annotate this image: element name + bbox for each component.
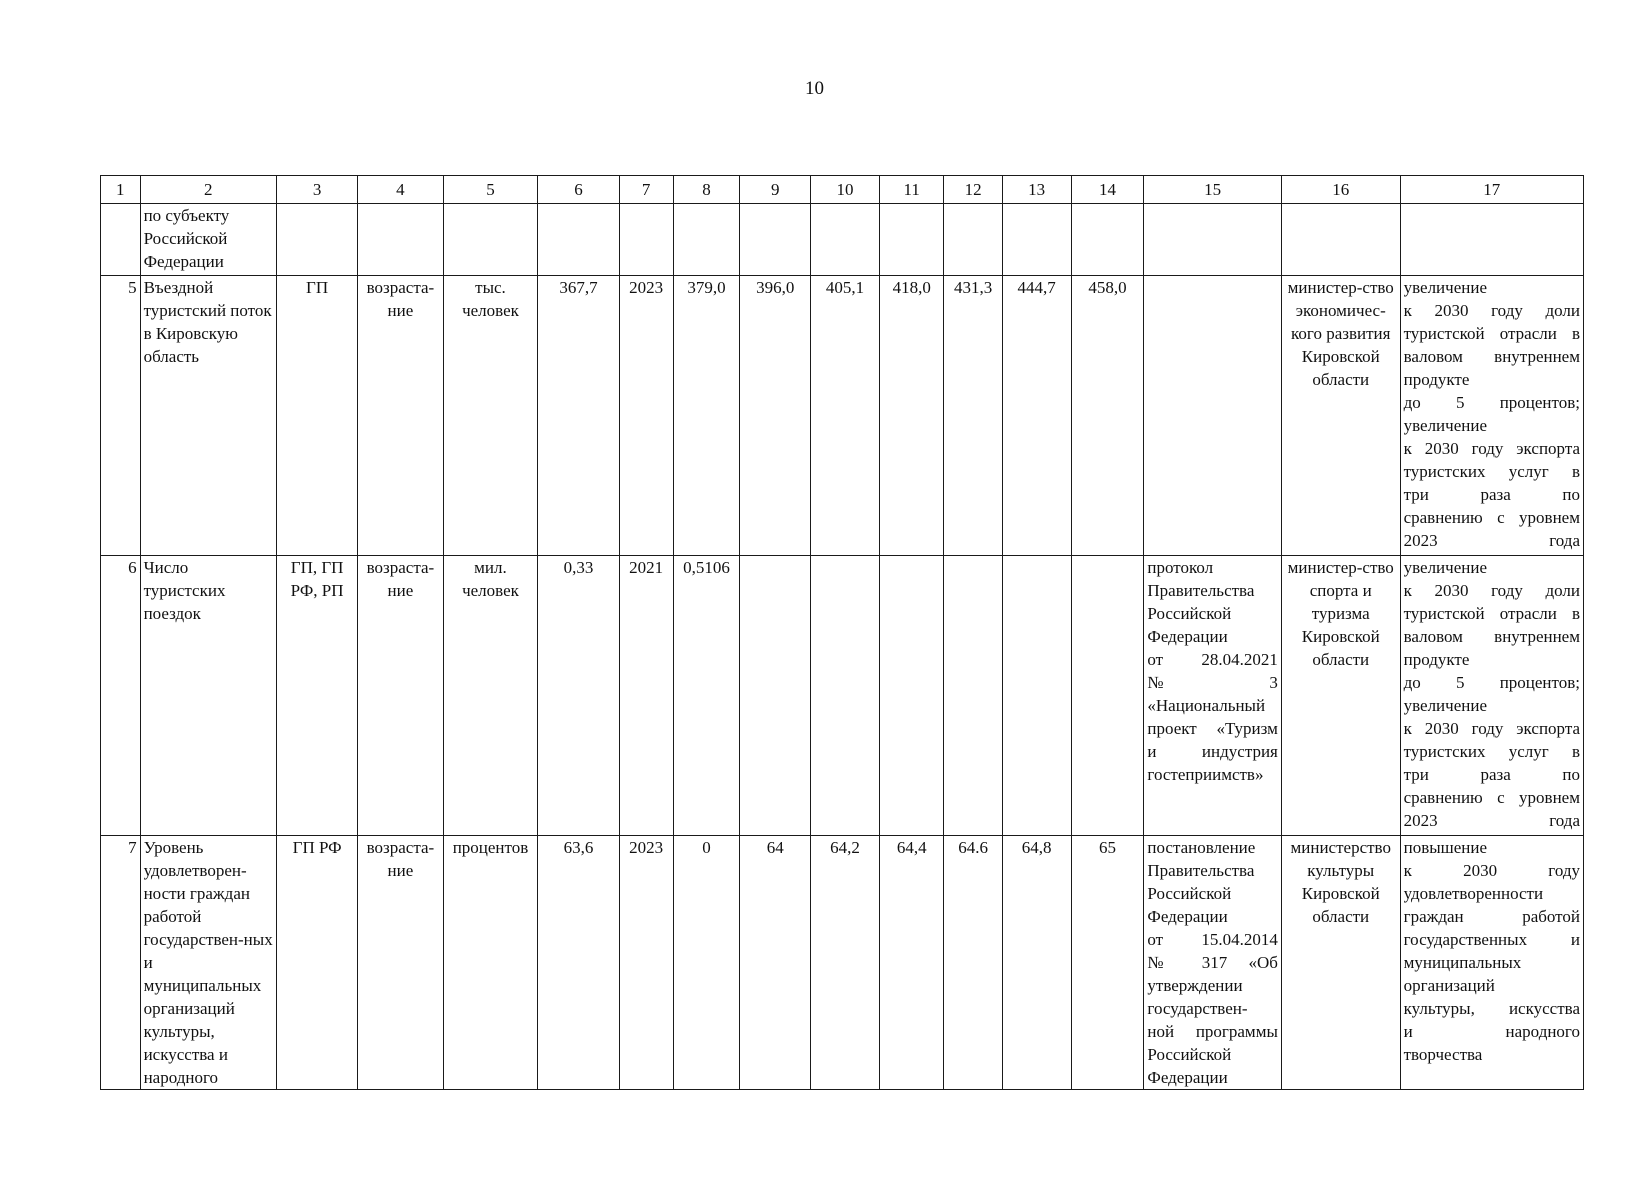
- row-number-cell: 6: [101, 556, 141, 836]
- value-2025-cell: 64: [740, 836, 811, 1090]
- column-number-3: 3: [276, 176, 357, 204]
- responsible-cell: министер-ство экономичес-кого развития Кировской области: [1281, 276, 1400, 556]
- document-cell: [1144, 836, 1281, 1090]
- column-number-6: 6: [538, 176, 619, 204]
- goal-link-cell: [1400, 556, 1583, 836]
- column-number-15: 15: [1144, 176, 1281, 204]
- responsible-cell: министерство культуры Кировской области: [1281, 836, 1400, 1090]
- value-2030-cell: 65: [1071, 836, 1144, 1090]
- column-number-14: 14: [1071, 176, 1144, 204]
- responsible-cell: министер-ство спорта и туризма Кировской области: [1281, 556, 1400, 836]
- table-row: [101, 836, 1584, 1090]
- value-2027-cell: [879, 556, 944, 836]
- cell-line: Федерации: [1147, 907, 1228, 926]
- value-2024-cell: 0,5106: [673, 556, 740, 836]
- cell-line: № 317 «Об: [1147, 953, 1278, 972]
- column-number-row: [101, 176, 1584, 204]
- level-cell: ГП РФ: [276, 836, 357, 1090]
- cell-line: постановление: [1147, 838, 1256, 857]
- cell-line: к 2030 году экспорта: [1403, 719, 1580, 738]
- column-number-5: 5: [443, 176, 538, 204]
- unit-cell: тыс. человек: [443, 276, 538, 556]
- level-cell: ГП: [276, 276, 357, 556]
- cell-line: организаций: [1403, 976, 1495, 995]
- cell-line: три раза по: [1403, 765, 1580, 784]
- value-2029-cell: 64,8: [1002, 836, 1071, 1090]
- value-2030-cell: [1071, 556, 1144, 836]
- cell-line: и индустрия: [1147, 742, 1278, 761]
- cell-line: Федерации: [1147, 1068, 1228, 1087]
- continuation-row: [101, 204, 1584, 276]
- column-number-17: 17: [1400, 176, 1583, 204]
- cell-line: к 2030 году доли: [1403, 301, 1580, 320]
- cell-line: от 15.04.2014: [1147, 930, 1278, 949]
- cell-line: увеличение: [1403, 416, 1487, 435]
- table-row: [101, 556, 1584, 836]
- table-row: [101, 276, 1584, 556]
- cell-line: к 2030 году: [1403, 861, 1580, 880]
- cell-line: культуры, искусства: [1403, 999, 1580, 1018]
- cell-line: творчества: [1403, 1045, 1483, 1064]
- cell-line: гостеприимств»: [1147, 765, 1264, 784]
- base-value-cell: 63,6: [538, 836, 619, 1090]
- cell-line: и народного: [1403, 1022, 1580, 1041]
- goal-link-cell: [1400, 276, 1583, 556]
- cell-line: «Национальный: [1147, 696, 1266, 715]
- cell-line: 2023 года: [1403, 531, 1580, 550]
- indicators-table: [100, 175, 1584, 1090]
- cell-line: государствен-: [1147, 999, 1248, 1018]
- goal-link-cell: [1400, 836, 1583, 1090]
- cell-line: туристских услуг в: [1403, 742, 1580, 761]
- value-2024-cell: 0: [673, 836, 740, 1090]
- column-number-4: 4: [358, 176, 443, 204]
- cell-line: до 5 процентов;: [1403, 673, 1580, 692]
- value-2027-cell: 418,0: [879, 276, 944, 556]
- cell-line: граждан работой: [1403, 907, 1580, 926]
- cell-line: сравнению с уровнем: [1403, 508, 1580, 527]
- column-number-10: 10: [811, 176, 880, 204]
- value-2028-cell: 64.6: [944, 836, 1002, 1090]
- row-number-cell: 7: [101, 836, 141, 1090]
- value-2024-cell: 379,0: [673, 276, 740, 556]
- cell-line: туристской отрасли в: [1403, 324, 1580, 343]
- cell-line: от 28.04.2021: [1147, 650, 1278, 669]
- trend-cell: возраста-ние: [358, 276, 443, 556]
- cell-line: 2023 года: [1403, 811, 1580, 830]
- column-number-12: 12: [944, 176, 1002, 204]
- cell-line: три раза по: [1403, 485, 1580, 504]
- cell-line: Правительства: [1147, 861, 1255, 880]
- base-year-cell: 2023: [619, 276, 673, 556]
- cell-line: Правительства: [1147, 581, 1255, 600]
- cell-line: к 2030 году экспорта: [1403, 439, 1580, 458]
- cell-line: увеличение: [1403, 696, 1487, 715]
- cell-line: туристской отрасли в: [1403, 604, 1580, 623]
- value-2030-cell: 458,0: [1071, 276, 1144, 556]
- column-number-2: 2: [140, 176, 276, 204]
- cell-line: № 3: [1147, 673, 1278, 692]
- indicator-name-cell: Въездной туристский поток в Кировскую область: [140, 276, 276, 556]
- cell-line: повышение: [1403, 838, 1488, 857]
- unit-cell: процентов: [443, 836, 538, 1090]
- cell-line: продукте: [1403, 650, 1470, 669]
- cell-line: Российской: [1147, 1045, 1232, 1064]
- column-number-11: 11: [879, 176, 944, 204]
- cell-line: удовлетворенности: [1403, 884, 1544, 903]
- value-2026-cell: [811, 556, 880, 836]
- page-number: 10: [805, 78, 824, 99]
- cell-line: туристских услуг в: [1403, 462, 1580, 481]
- column-number-16: 16: [1281, 176, 1400, 204]
- column-number-13: 13: [1002, 176, 1071, 204]
- value-2029-cell: 444,7: [1002, 276, 1071, 556]
- value-2027-cell: 64,4: [879, 836, 944, 1090]
- base-year-cell: 2021: [619, 556, 673, 836]
- indicator-name-cell: Число туристских поездок: [140, 556, 276, 836]
- document-cell: [1144, 276, 1281, 556]
- cell-line: ной программы: [1147, 1022, 1278, 1041]
- indicator-name-cell: Уровень удовлетворен-ности граждан работой государствен-ных и муниципальных организаций культуры, искусства и народного: [140, 836, 276, 1090]
- cell-line: протокол: [1147, 558, 1214, 577]
- cell-line: до 5 процентов;: [1403, 393, 1580, 412]
- cell-line: государственных и: [1403, 930, 1580, 949]
- level-cell: ГП, ГП РФ, РП: [276, 556, 357, 836]
- cell-line: утверждении: [1147, 976, 1243, 995]
- value-2025-cell: [740, 556, 811, 836]
- cell-line: продукте: [1403, 370, 1470, 389]
- document-cell: [1144, 556, 1281, 836]
- value-2025-cell: 396,0: [740, 276, 811, 556]
- cell-line: Российской: [1147, 884, 1232, 903]
- value-2026-cell: 405,1: [811, 276, 880, 556]
- column-number-8: 8: [673, 176, 740, 204]
- trend-cell: возраста-ние: [358, 556, 443, 836]
- column-number-1: 1: [101, 176, 141, 204]
- cell-line: Российской: [1147, 604, 1232, 623]
- cell-line: увеличение: [1403, 278, 1487, 297]
- cell-line: валовом внутреннем: [1403, 347, 1580, 366]
- base-year-cell: 2023: [619, 836, 673, 1090]
- cell-line: валовом внутреннем: [1403, 627, 1580, 646]
- value-2026-cell: 64,2: [811, 836, 880, 1090]
- cell-line: увеличение: [1403, 558, 1487, 577]
- continuation-name-cell: по субъекту Российской Федерации: [140, 204, 276, 276]
- row-number-cell: 5: [101, 276, 141, 556]
- column-number-7: 7: [619, 176, 673, 204]
- value-2028-cell: 431,3: [944, 276, 1002, 556]
- cell-line: Федерации: [1147, 627, 1228, 646]
- unit-cell: мил. человек: [443, 556, 538, 836]
- cell-line: проект «Туризм: [1147, 719, 1278, 738]
- base-value-cell: 0,33: [538, 556, 619, 836]
- trend-cell: возраста-ние: [358, 836, 443, 1090]
- value-2028-cell: [944, 556, 1002, 836]
- column-number-9: 9: [740, 176, 811, 204]
- value-2029-cell: [1002, 556, 1071, 836]
- cell-line: сравнению с уровнем: [1403, 788, 1580, 807]
- cell-line: муниципальных: [1403, 953, 1522, 972]
- base-value-cell: 367,7: [538, 276, 619, 556]
- cell-line: к 2030 году доли: [1403, 581, 1580, 600]
